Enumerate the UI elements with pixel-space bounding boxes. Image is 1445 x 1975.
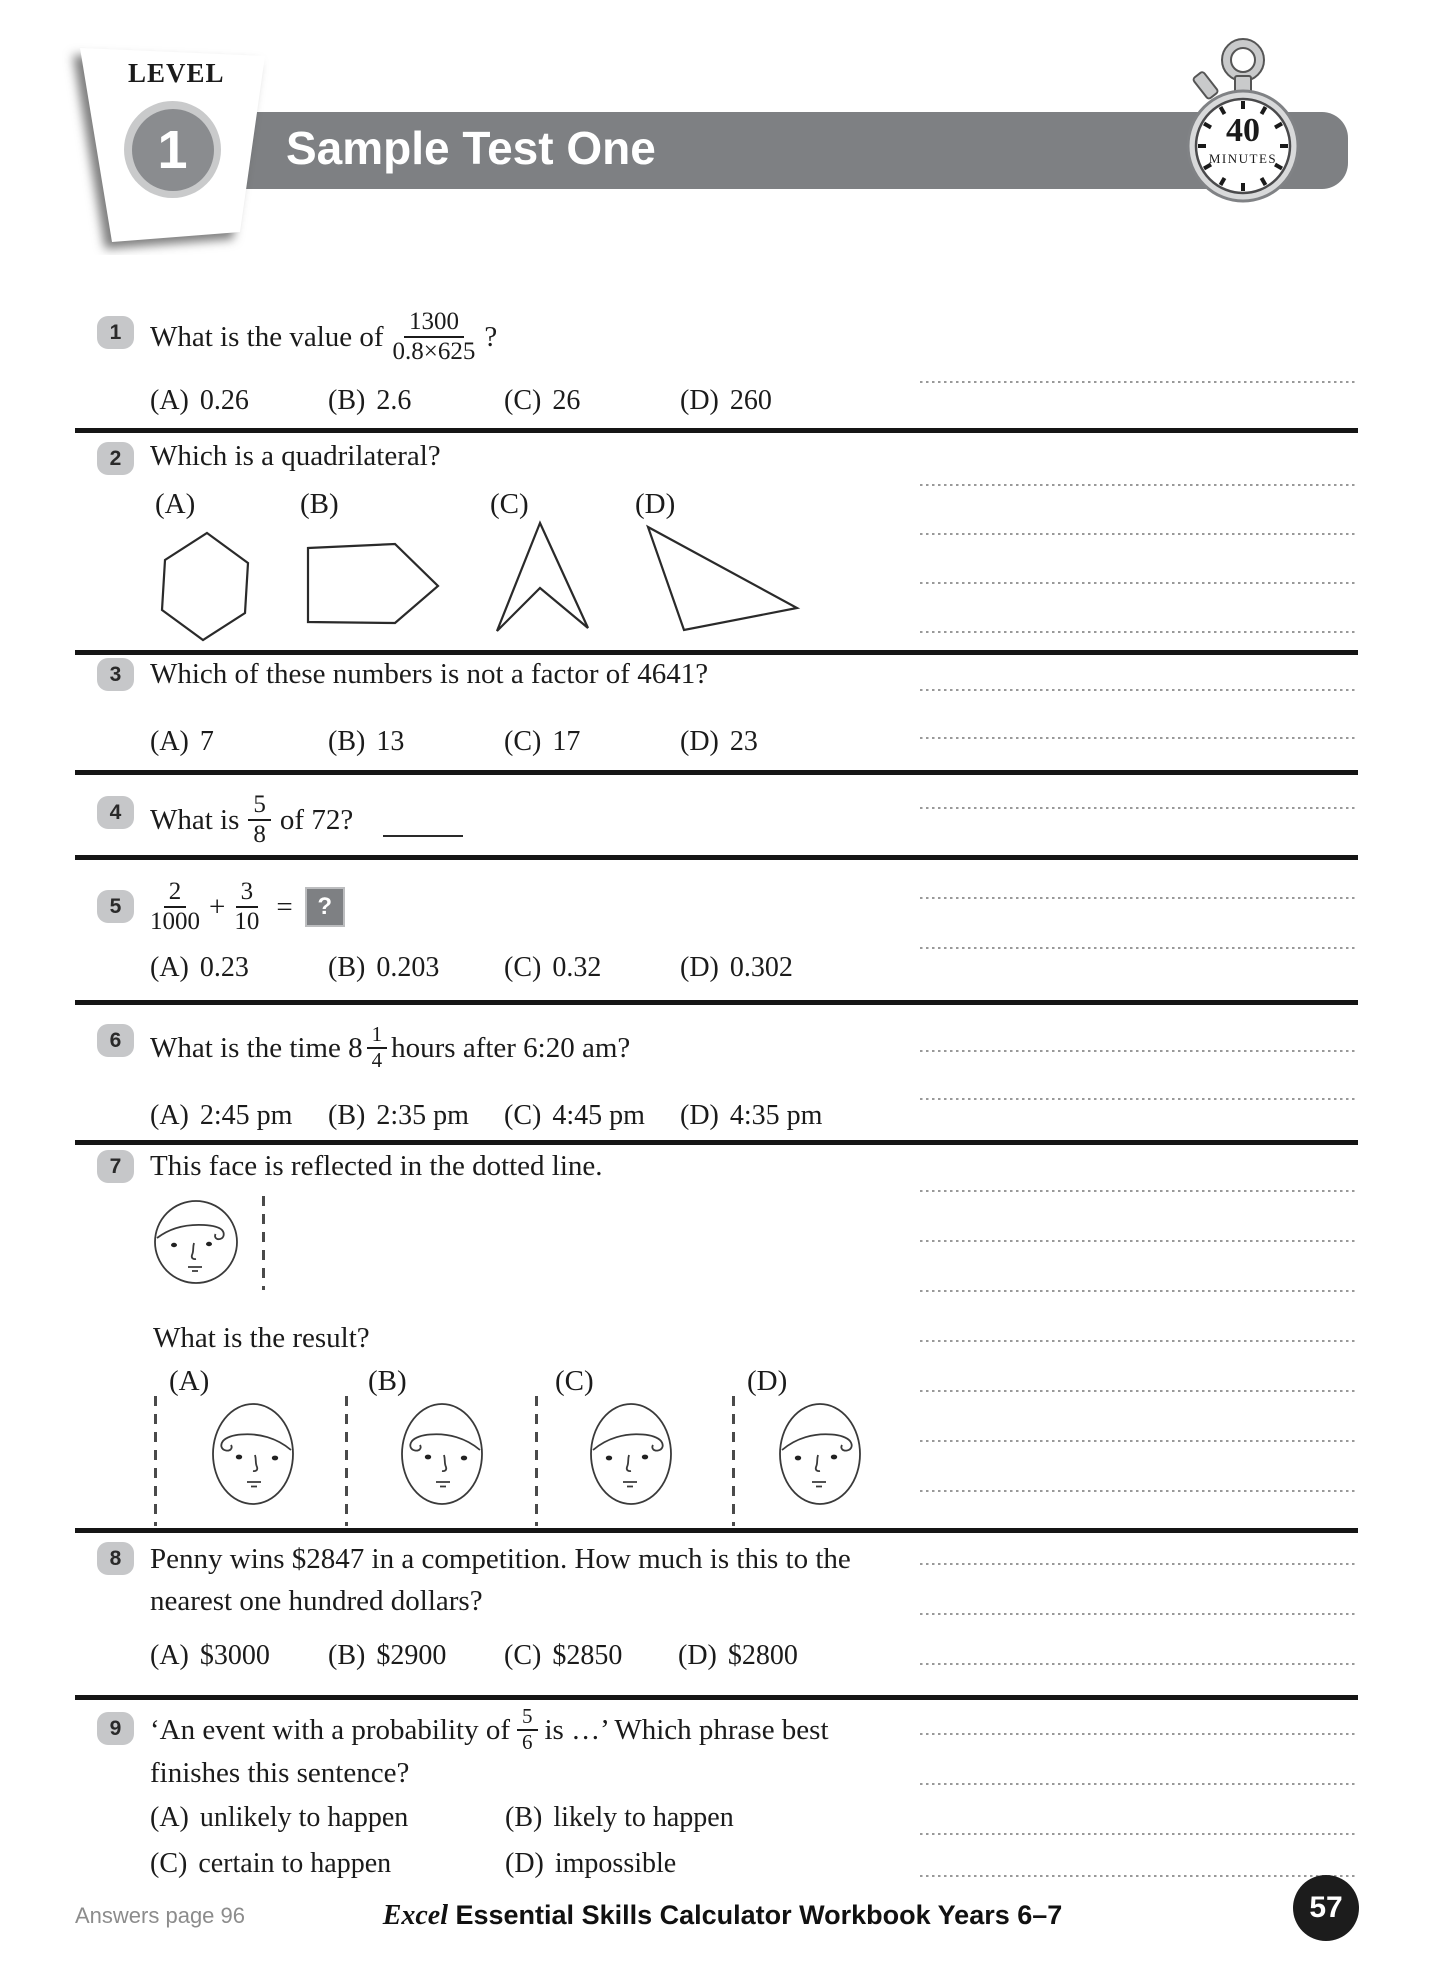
option-value: 2:45 pm	[199, 1100, 293, 1131]
answer-line	[920, 1290, 1358, 1292]
q2-label-b: (B)	[300, 488, 339, 520]
section-divider	[75, 650, 1358, 655]
option-value: 0.203	[376, 952, 440, 983]
answer-line	[920, 1663, 1358, 1665]
q2-label-d: (D)	[635, 488, 676, 520]
mirror-line	[535, 1396, 538, 1526]
book-title-rest: Essential Skills Calculator Workbook Years 6–7	[448, 1900, 1063, 1930]
question-5-equation	[150, 875, 345, 939]
option-key: (C)	[504, 385, 542, 416]
fraction-denominator: 10	[234, 908, 260, 935]
answer-line	[920, 631, 1358, 633]
question-number-badge: 6	[97, 1024, 134, 1057]
q9-option-b	[505, 1802, 734, 1834]
q8-option-d	[678, 1640, 798, 1672]
option-key: (A)	[150, 1100, 189, 1131]
answers-page-note: Answers page 96	[75, 1903, 245, 1928]
question-number-badge: 5	[97, 890, 134, 923]
question-text: What is the value of	[150, 320, 384, 353]
option-key: (D)	[505, 1848, 544, 1879]
option-key: (A)	[150, 385, 189, 416]
question-text: What is the time 8	[150, 1031, 363, 1064]
face-option-b	[396, 1398, 488, 1510]
fraction	[367, 1023, 388, 1072]
answer-line	[920, 1563, 1358, 1565]
question-text: What is	[150, 803, 240, 836]
eye	[795, 1456, 801, 1461]
q1-option-d	[680, 385, 772, 417]
fraction-numerator: 5	[517, 1705, 538, 1731]
mirror-line	[262, 1196, 265, 1290]
answer-blank	[383, 803, 463, 837]
option-value: impossible	[554, 1848, 677, 1879]
fraction-numerator: 2	[164, 878, 187, 908]
q2-shape-options	[105, 512, 805, 647]
answer-line	[920, 947, 1358, 949]
question-number-badge: 4	[97, 796, 134, 829]
fraction-denominator: 8	[253, 821, 266, 848]
answer-line	[920, 1733, 1358, 1735]
option-value: 260	[729, 385, 772, 416]
option-key: (A)	[150, 726, 189, 757]
option-key: (A)	[150, 1640, 189, 1671]
question-number-badge: 7	[97, 1150, 134, 1183]
q7-label-a: (A)	[169, 1365, 210, 1397]
option-value: likely to happen	[553, 1802, 734, 1833]
option-key: (D)	[678, 1640, 717, 1671]
option-key: (D)	[680, 385, 719, 416]
level-number-inner-circle	[132, 109, 214, 191]
option-key: (B)	[328, 1640, 366, 1671]
option-value: 17	[552, 726, 581, 757]
q6-option-d	[680, 1100, 822, 1132]
fraction-denominator: 0.8×625	[392, 338, 476, 365]
option-value: 23	[729, 726, 758, 757]
section-divider	[75, 1000, 1358, 1005]
book-title	[0, 1900, 1445, 1932]
answer-line	[920, 807, 1358, 809]
eye	[642, 1455, 648, 1460]
q5-option-a	[150, 952, 249, 984]
mirror-line	[732, 1396, 735, 1526]
level-label: LEVEL	[128, 58, 225, 88]
book-title-excel: Excel	[382, 1900, 448, 1931]
option-value: $3000	[199, 1640, 270, 1671]
stopwatch-icon	[1155, 34, 1331, 230]
page-number: 57	[1309, 1891, 1343, 1924]
q8-option-a	[150, 1640, 270, 1672]
level-number: 1	[157, 119, 188, 180]
question-number-badge: 8	[97, 1542, 134, 1575]
eye	[831, 1455, 837, 1460]
q5-option-c	[504, 952, 601, 984]
fraction-denominator: 4	[371, 1048, 383, 1072]
option-key: (B)	[328, 726, 366, 757]
fraction	[517, 1705, 538, 1754]
mirror-line	[345, 1396, 348, 1526]
answer-line	[920, 1050, 1358, 1052]
question-text: ‘An event with a probability of	[150, 1713, 510, 1746]
q3-option-a	[150, 726, 214, 758]
answer-line	[920, 1440, 1358, 1442]
fraction-denominator: 6	[522, 1730, 533, 1754]
q6-option-b	[328, 1100, 469, 1132]
face-option-a	[207, 1398, 299, 1510]
q1-option-c	[504, 385, 580, 417]
option-key: (C)	[504, 1100, 542, 1131]
option-value: unlikely to happen	[199, 1802, 409, 1833]
page-number-badge	[1293, 1875, 1359, 1941]
question-text-suffix: is …’ Which phrase best	[544, 1713, 829, 1746]
option-value: certain to happen	[198, 1848, 392, 1879]
eye	[425, 1455, 431, 1460]
answer-line	[920, 1390, 1358, 1392]
option-value: $2850	[552, 1640, 623, 1671]
option-key: (A)	[150, 1802, 189, 1833]
question-8-line2: nearest one hundred dollars?	[150, 1585, 483, 1617]
question-text-suffix: ?	[484, 320, 498, 353]
question-9-line2: finishes this sentence?	[150, 1757, 410, 1789]
eye	[236, 1455, 242, 1460]
question-4-text	[150, 788, 463, 852]
question-text-suffix: hours after 6:20 am?	[391, 1031, 631, 1064]
question-number-badge: 2	[97, 442, 134, 475]
answer-line	[920, 1098, 1358, 1100]
plus-operator: +	[209, 890, 226, 923]
question-8-line1: Penny wins $2847 in a competition. How much is this to the	[150, 1543, 851, 1575]
section-divider	[75, 855, 1358, 860]
option-key: (C)	[150, 1848, 188, 1879]
shape-triangle	[648, 527, 797, 630]
fraction-denominator: 1000	[150, 908, 200, 935]
timer-value: 40	[1226, 112, 1260, 149]
question-9-line1	[150, 1698, 829, 1762]
answer-line	[920, 1783, 1358, 1785]
section-divider	[75, 428, 1358, 433]
q8-option-c	[504, 1640, 622, 1672]
answer-line	[920, 381, 1358, 383]
q1-option-a	[150, 385, 249, 417]
answer-line	[920, 689, 1358, 691]
fraction	[248, 791, 271, 849]
option-value: 7	[199, 726, 214, 757]
section-divider	[75, 1528, 1358, 1533]
q3-option-b	[328, 726, 404, 758]
answer-line	[920, 1613, 1358, 1615]
q3-option-c	[504, 726, 580, 758]
q7-label-c: (C)	[555, 1365, 594, 1397]
option-value: 0.26	[199, 385, 249, 416]
q2-label-a: (A)	[155, 488, 196, 520]
equals-sign: =	[276, 890, 293, 923]
q8-option-b	[328, 1640, 446, 1672]
q5-option-d	[680, 952, 793, 984]
q7-label-b: (B)	[368, 1365, 407, 1397]
answer-line	[920, 897, 1358, 899]
question-7-subtext: What is the result?	[153, 1322, 370, 1354]
q9-option-c	[150, 1848, 391, 1880]
page-title: Sample Test One	[286, 122, 656, 174]
section-divider	[75, 770, 1358, 775]
answer-line	[920, 484, 1358, 486]
level-number-circle	[124, 101, 221, 198]
unknown-box: ?	[305, 887, 345, 927]
q7-label-d: (D)	[747, 1365, 788, 1397]
option-key: (D)	[680, 726, 719, 757]
question-6-text	[150, 1016, 630, 1080]
fraction-numerator: 1	[367, 1023, 388, 1049]
eye	[171, 1243, 177, 1247]
question-number-badge: 9	[97, 1712, 134, 1745]
option-key: (D)	[680, 1100, 719, 1131]
answer-line	[920, 1240, 1358, 1242]
question-7-text: This face is reflected in the dotted line.	[150, 1150, 603, 1182]
question-1-text	[150, 305, 497, 369]
option-key: (B)	[328, 952, 366, 983]
section-divider	[75, 1140, 1358, 1145]
fraction-numerator: 5	[248, 791, 271, 821]
eye	[606, 1456, 612, 1461]
option-value: 4:45 pm	[552, 1100, 645, 1131]
option-key: (C)	[504, 726, 542, 757]
answer-line	[920, 1340, 1358, 1342]
option-value: 2.6	[376, 385, 412, 416]
timer-unit: MINUTES	[1208, 151, 1278, 166]
option-key: (B)	[328, 1100, 366, 1131]
question-2-text: Which is a quadrilateral?	[150, 440, 441, 472]
option-key: (B)	[328, 385, 366, 416]
question-text-suffix: of 72?	[279, 803, 354, 836]
answer-line	[920, 1490, 1358, 1492]
fraction	[393, 308, 476, 366]
question-3-text: Which of these numbers is not a factor of 4641?	[150, 658, 709, 690]
option-value: 0.32	[552, 952, 602, 983]
fraction	[150, 878, 200, 936]
shape-arrowhead	[497, 523, 588, 631]
q9-option-a	[150, 1802, 408, 1834]
q5-option-b	[328, 952, 439, 984]
face-option-d	[774, 1398, 866, 1510]
option-value: $2800	[727, 1640, 798, 1671]
question-number-badge: 1	[97, 316, 134, 349]
mirror-line	[154, 1396, 157, 1526]
option-value: 26	[552, 385, 581, 416]
option-value: 0.302	[729, 952, 793, 983]
eye	[461, 1456, 467, 1461]
q6-option-a	[150, 1100, 292, 1132]
question-number-badge: 3	[97, 658, 134, 691]
option-value: 2:35 pm	[376, 1100, 469, 1131]
answer-line	[920, 1190, 1358, 1192]
fraction-numerator: 1300	[404, 308, 464, 338]
fraction-numerator: 3	[236, 878, 259, 908]
answer-line	[920, 1875, 1358, 1877]
q2-label-c: (C)	[490, 488, 529, 520]
option-key: (C)	[504, 952, 542, 983]
answer-line	[920, 737, 1358, 739]
option-value: 4:35 pm	[729, 1100, 823, 1131]
shape-hexagon	[162, 533, 248, 640]
option-value: $2900	[376, 1640, 447, 1671]
answer-line	[920, 533, 1358, 535]
q3-option-d	[680, 726, 758, 758]
answer-line	[920, 582, 1358, 584]
q1-option-b	[328, 385, 411, 417]
q6-option-c	[504, 1100, 645, 1132]
option-value: 13	[376, 726, 405, 757]
face-original	[152, 1198, 240, 1286]
option-value: 0.23	[199, 952, 249, 983]
eye	[272, 1456, 278, 1461]
option-key: (B)	[505, 1802, 543, 1833]
answer-line	[920, 1833, 1358, 1835]
option-key: (C)	[504, 1640, 542, 1671]
shape-pentagon	[308, 544, 438, 623]
face-option-c	[585, 1398, 677, 1510]
option-key: (D)	[680, 952, 719, 983]
option-key: (A)	[150, 952, 189, 983]
fraction	[234, 878, 259, 936]
q9-option-d	[505, 1848, 676, 1880]
eye	[206, 1242, 212, 1246]
